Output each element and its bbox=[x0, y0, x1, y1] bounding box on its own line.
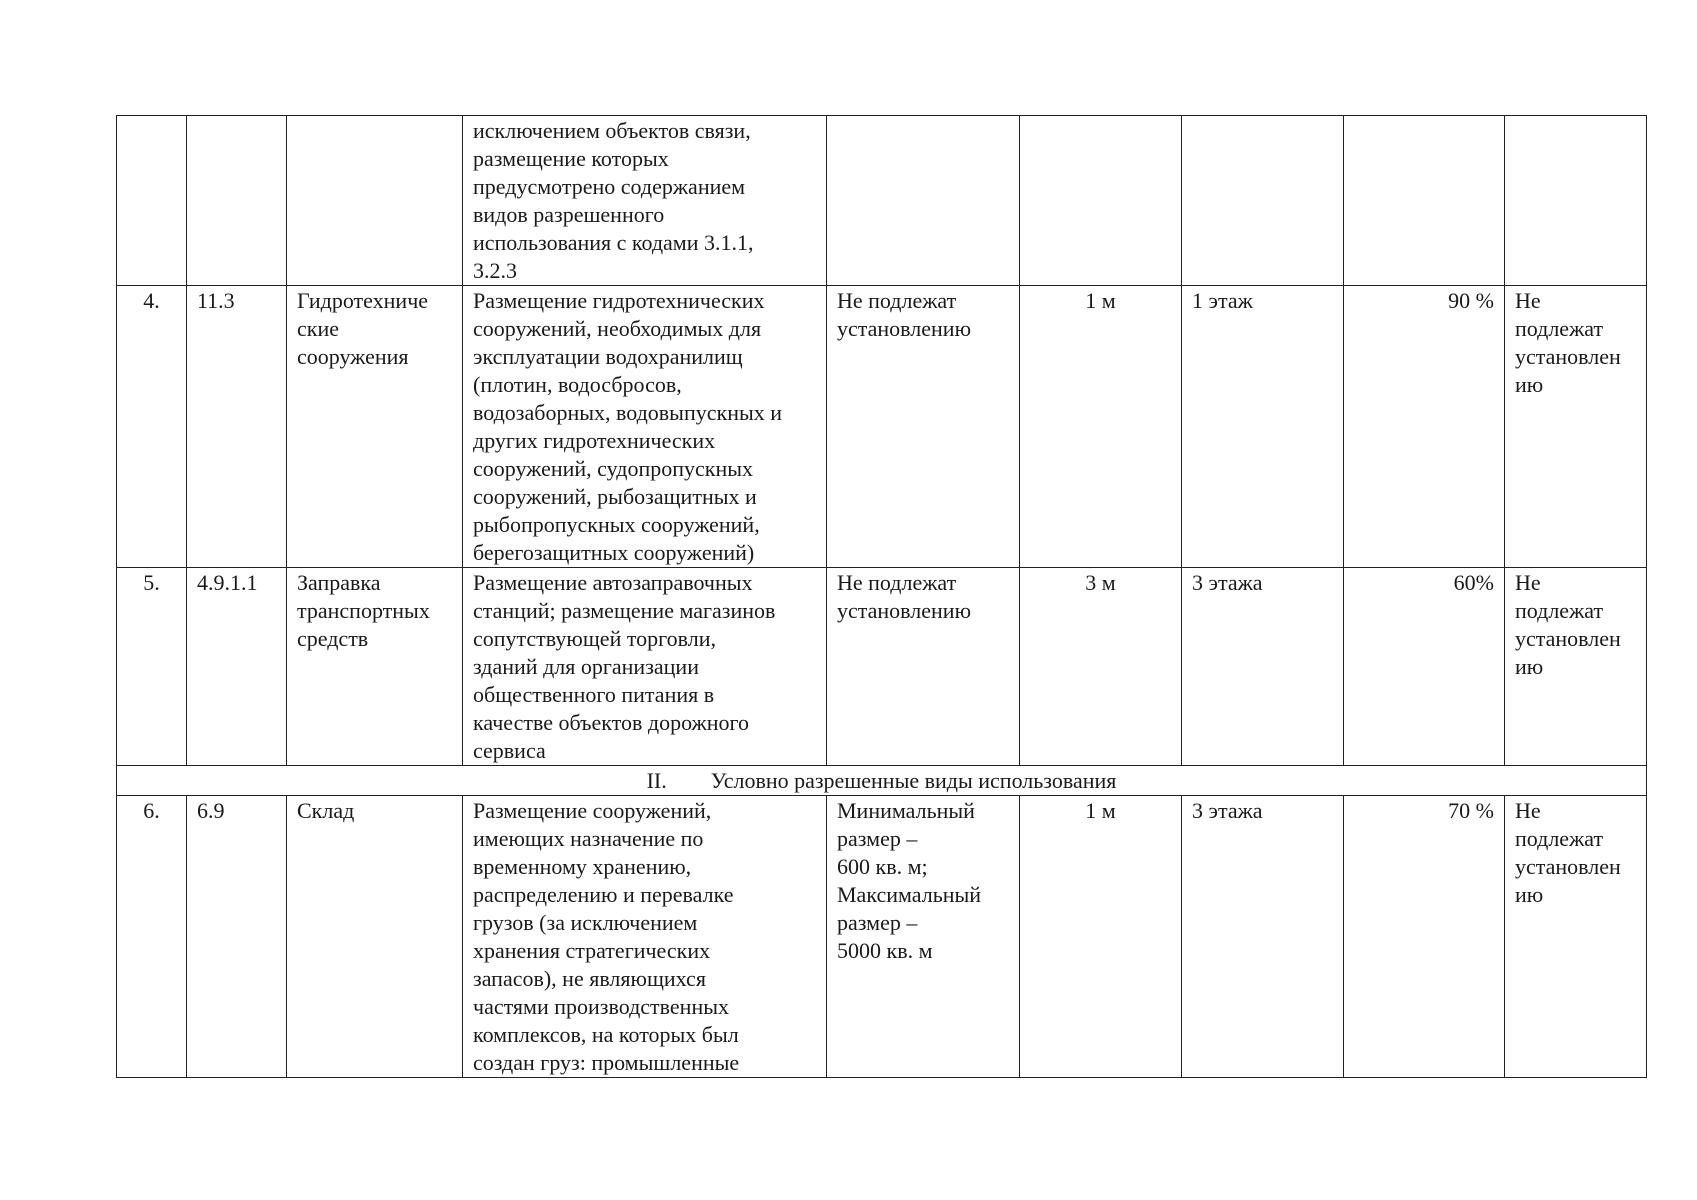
coverage: 70 % bbox=[1344, 796, 1505, 1078]
use-name bbox=[287, 116, 463, 286]
floors: 3 этажа bbox=[1182, 796, 1344, 1078]
section-number: II. bbox=[646, 768, 667, 793]
setback: 1 м bbox=[1020, 796, 1182, 1078]
row-number: 5. bbox=[117, 568, 187, 766]
table-row bbox=[117, 116, 1647, 286]
other-params bbox=[1505, 116, 1647, 286]
table-row bbox=[117, 568, 1647, 766]
coverage bbox=[1344, 116, 1505, 286]
use-code: 11.3 bbox=[187, 286, 287, 568]
plot-size bbox=[827, 116, 1020, 286]
floors bbox=[1182, 116, 1344, 286]
use-description: Размещение автозаправочных станций; размещение магазинов сопутствующей торговли, зданий для организации общественного питания в качестве объектов дорожного сервиса bbox=[463, 568, 827, 766]
use-code: 4.9.1.1 bbox=[187, 568, 287, 766]
table-row bbox=[117, 796, 1647, 1078]
setback: 3 м bbox=[1020, 568, 1182, 766]
floors: 1 этаж bbox=[1182, 286, 1344, 568]
use-code: 6.9 bbox=[187, 796, 287, 1078]
section-row bbox=[117, 766, 1647, 796]
setback: 1 м bbox=[1020, 286, 1182, 568]
other-params: Не подлежат установлен ию bbox=[1505, 568, 1647, 766]
section-title: Условно разрешенные виды использования bbox=[710, 768, 1117, 793]
row-number: 4. bbox=[117, 286, 187, 568]
plot-size: Не подлежат установлению bbox=[827, 568, 1020, 766]
row-number bbox=[117, 116, 187, 286]
section-heading bbox=[117, 766, 1647, 796]
floors: 3 этажа bbox=[1182, 568, 1344, 766]
setback bbox=[1020, 116, 1182, 286]
use-description: Размещение гидротехнических сооружений, необходимых для эксплуатации водохранилищ (плотин, водосбросов, водозаборных, водовыпускных и других гидротехнических сооружений, судопропускных сооружений, рыбозащитных и рыбопропускных сооружений, берегозащитных сооружений) bbox=[463, 286, 827, 568]
use-name: Заправка транспортных средств bbox=[287, 568, 463, 766]
plot-size: Не подлежат установлению bbox=[827, 286, 1020, 568]
coverage: 60% bbox=[1344, 568, 1505, 766]
plot-size: Минимальный размер – 600 кв. м; Максимальный размер – 5000 кв. м bbox=[827, 796, 1020, 1078]
other-params: Не подлежат установлен ию bbox=[1505, 796, 1647, 1078]
other-params: Не подлежат установлен ию bbox=[1505, 286, 1647, 568]
use-code bbox=[187, 116, 287, 286]
zoning-table bbox=[116, 115, 1647, 1078]
coverage: 90 % bbox=[1344, 286, 1505, 568]
table-row bbox=[117, 286, 1647, 568]
use-description: Размещение сооружений, имеющих назначение по временному хранению, распределению и перевалке грузов (за исключением хранения стратегических запасов), не являющихся частями производственных комплексов, на которых был создан груз: промышленные bbox=[463, 796, 827, 1078]
use-name: Склад bbox=[287, 796, 463, 1078]
row-number: 6. bbox=[117, 796, 187, 1078]
use-description: исключением объектов связи, размещение которых предусмотрено содержанием видов разрешенного использования с кодами 3.1.1, 3.2.3 bbox=[463, 116, 827, 286]
use-name: Гидротехниче ские сооружения bbox=[287, 286, 463, 568]
